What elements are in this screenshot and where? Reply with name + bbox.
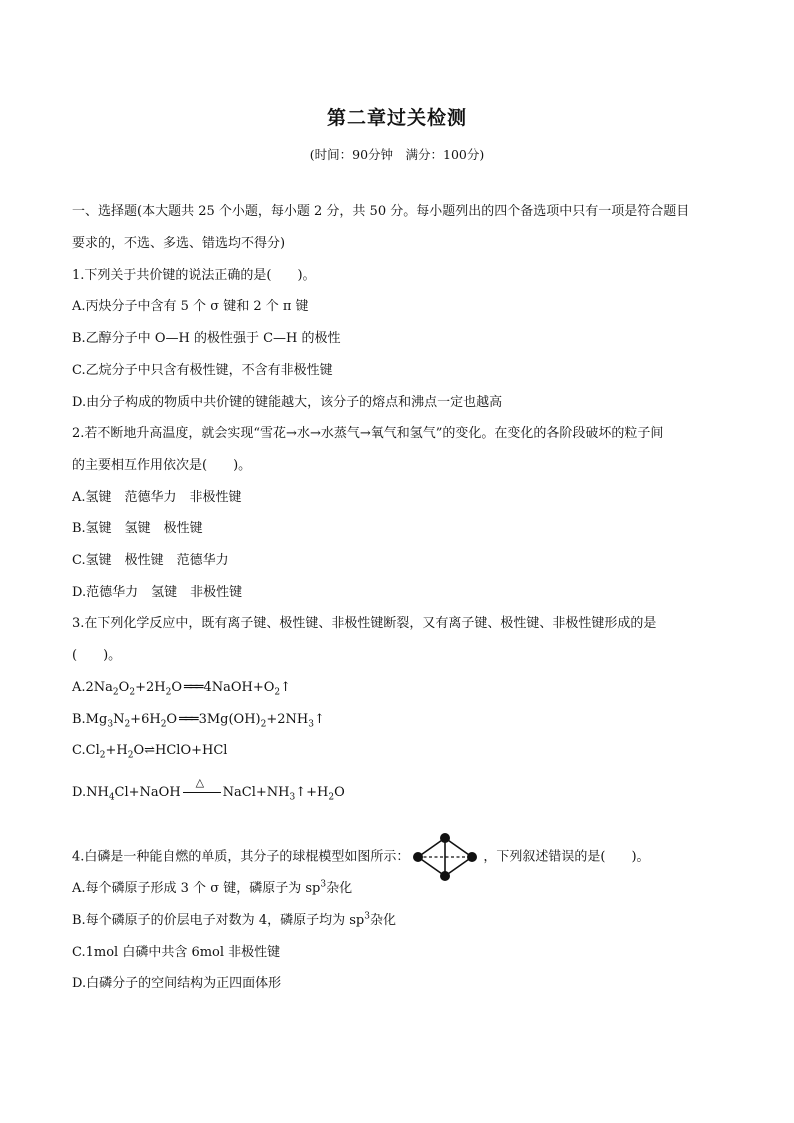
q2-option-c: C.氢键 极性键 范德华力 [72, 553, 229, 568]
q3-option-c: $C.Cl_2+H_2O\rightleftharpoons HClO+HCl$ [72, 743, 228, 761]
heating-condition [183, 775, 221, 800]
q2-option-b: B.氢键 氢键 极性键 [72, 521, 203, 536]
q4-stem: 4.白磷是一种能自燃的单质，其分子的球棍模型如图所示： ，下列叙述错误的是( )。 [72, 833, 732, 881]
q3-option-b: $B.Mg_3N_2+6H_2O$ ═══ $3Mg(OH)_2+2NH_3↑$ [72, 712, 325, 730]
white-phosphorus-model [411, 833, 479, 881]
exam-info: (时间：90分钟 满分：100分) [309, 147, 485, 162]
equals-sign: ═══ [183, 680, 202, 695]
q2-option-a: A.氢键 范德华力 非极性键 [72, 490, 242, 505]
q1-option-d: D.由分子构成的物质中共价键的键能越大，该分子的熔点和沸点一定也越高 [72, 395, 503, 410]
q4-option-c: C.1mol 白磷中共含 6mol 非极性键 [72, 945, 281, 960]
q2-stem: 2.若不断地升高温度，就会实现“雪花→水→水蒸气→氧气和氢气”的变化。在变化的各阶段破坏的粒子间 [72, 426, 664, 441]
reaction-line [183, 792, 221, 793]
section-header-cont: 要求的，不选、多选、错选均不得分) [72, 236, 286, 251]
q3-option-d: $D.NH_4Cl+NaOH$ △ $NaCl+NH_3↑+H_2O$ [72, 775, 345, 803]
equilibrium-arrow: ⇌ [144, 743, 156, 758]
q3-stem-cont: ( )。 [72, 648, 122, 663]
heat-symbol: △ [195, 775, 205, 789]
q2-stem-cont: 的主要相互作用依次是( )。 [72, 458, 252, 473]
q1-option-b: B.乙醇分子中 O—H 的极性强于 C—H 的极性 [72, 331, 341, 346]
q3-stem: 3.在下列化学反应中，既有离子键、极性键、非极性键断裂，又有离子键、极性键、非极性键形成的是 [72, 616, 657, 631]
q1-stem: 1.下列关于共价键的说法正确的是( )。 [72, 268, 316, 283]
q1-option-c: C.乙烷分子中只含有极性键，不含有非极性键 [72, 363, 333, 378]
q4-option-a: A.每个磷原子形成 3 个 σ 键，磷原子为 $sp^3$杂化 [72, 879, 353, 896]
q4-option-b: B.每个磷原子的价层电子对数为 4，磷原子均为 $sp^3$杂化 [72, 911, 396, 928]
q1-option-a: A.丙炔分子中含有 5 个 σ 键和 2 个 π 键 [72, 299, 309, 314]
q3-option-a: $A.2Na_2O_2+2H_2O$ ═══ $4NaOH+O_2↑$ [72, 680, 292, 698]
section-header: 一、选择题(本大题共 25 个小题，每小题 2 分，共 50 分。每小题列出的四个备选项中只有一项是符合题目 [72, 204, 690, 219]
q2-option-d: D.范德华力 氢键 非极性键 [72, 585, 243, 600]
page-title: 第二章过关检测 [326, 107, 467, 129]
q4-option-d: D.白磷分子的空间结构为正四面体形 [72, 976, 282, 991]
equals-sign: ═══ [179, 712, 197, 727]
